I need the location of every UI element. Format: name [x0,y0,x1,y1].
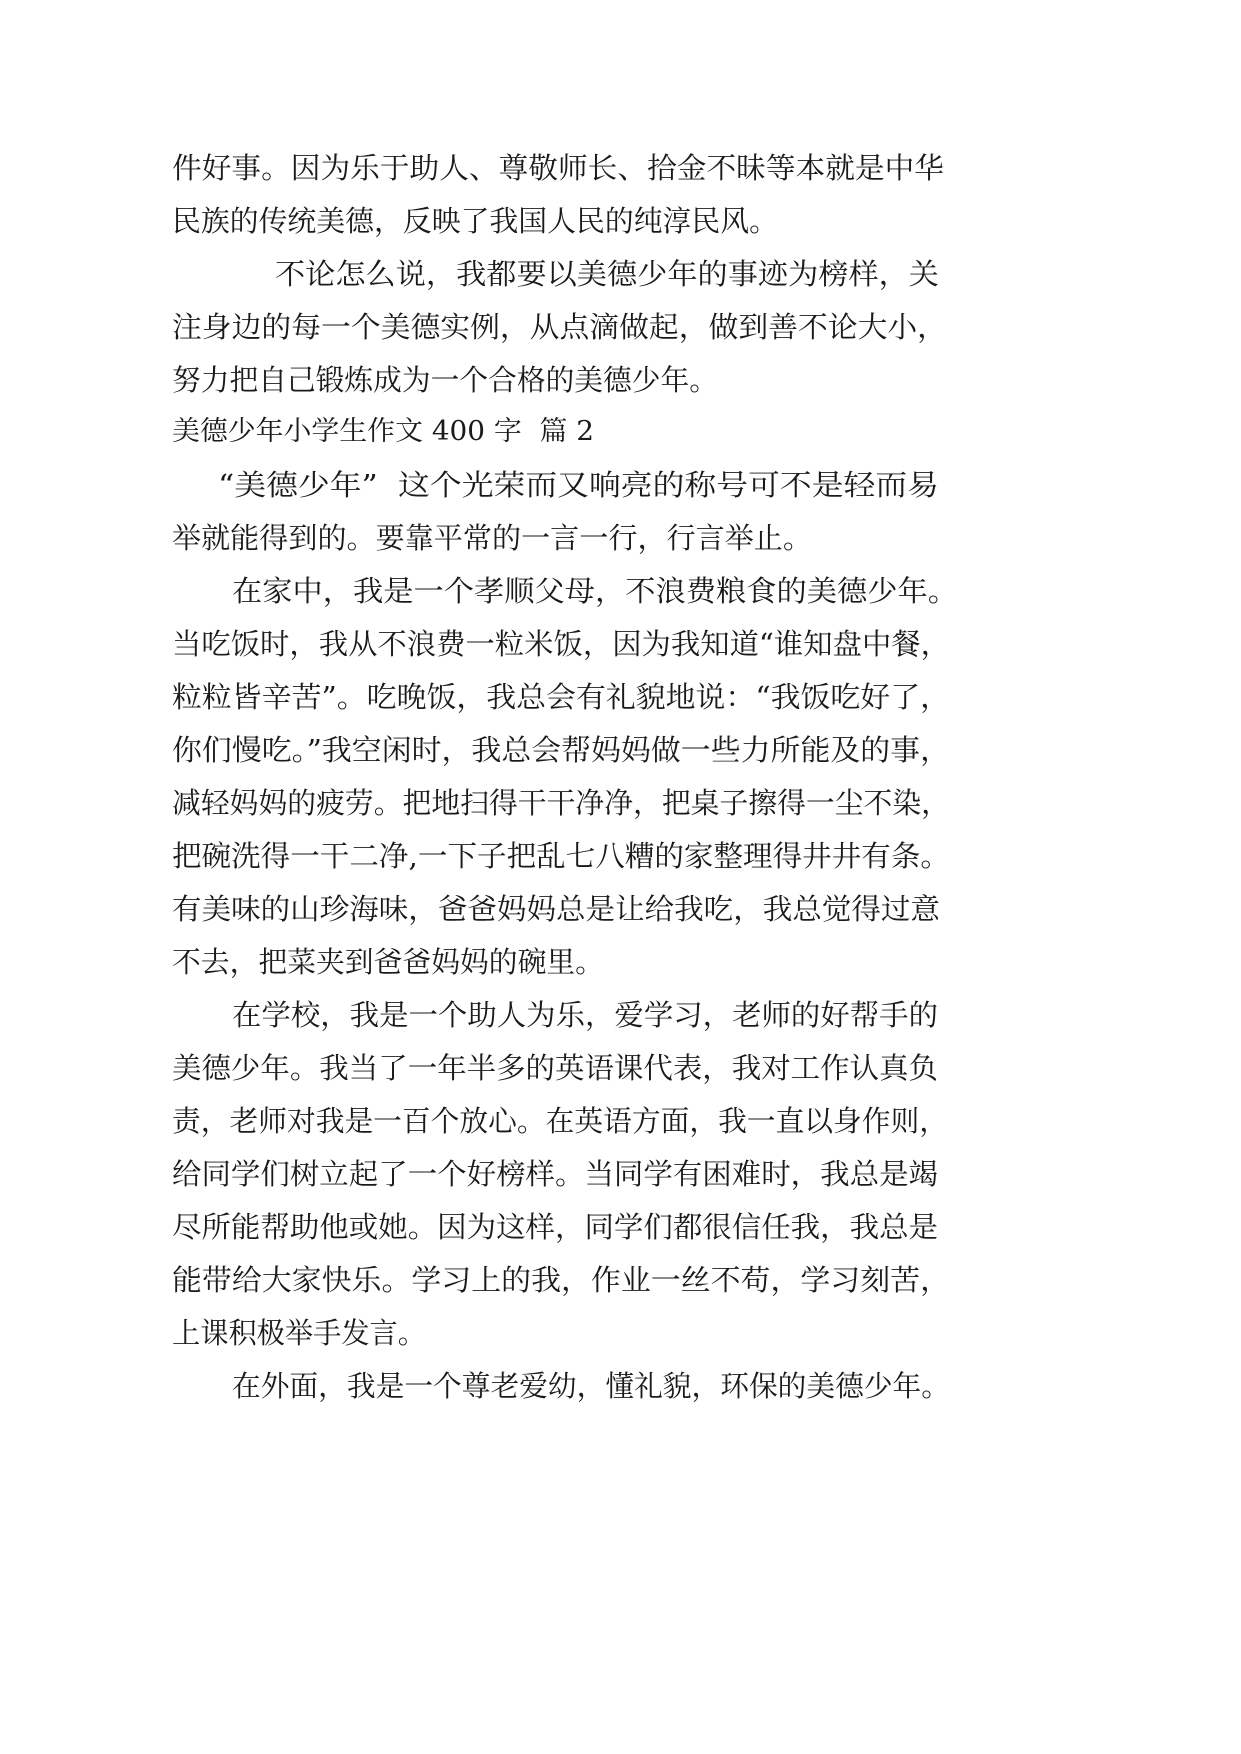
text-line: 举就能得到的。要靠平常的一言一行，行言举止。 [172,521,812,555]
text-line: 有美味的山珍海味，爸爸妈妈总是让给我吃，我总觉得过意 [172,892,941,926]
text-line: 上课积极举手发言。 [172,1316,426,1350]
text-line: 美德少年。我当了一年半多的英语课代表，我对工作认真负 [172,1051,938,1085]
text-line: 给同学们树立起了一个好榜样。当同学有困难时，我总是竭 [172,1157,938,1191]
text-line: 在外面，我是一个尊老爱幼，懂礼貌，环保的美德少年。 [232,1369,950,1403]
section-heading: 美德少年小学生作文 400 字 篇 2 [172,416,594,447]
text-line: 当吃饭时，我从不浪费一粒米饭，因为我知道“谁知盘中餐， [172,627,950,661]
text-line: 不去，把菜夹到爸爸妈妈的碗里。 [172,945,604,979]
text-line: 努力把自己锻炼成为一个合格的美德少年。 [172,363,718,397]
text-line: 在家中，我是一个孝顺父母，不浪费粮食的美德少年。 [232,574,958,608]
text-line: 尽所能帮助他或她。因为这样，同学们都很信任我，我总是 [172,1210,938,1244]
text-line: 责，老师对我是一百个放心。在英语方面，我一直以身作则， [172,1104,948,1138]
text-line: 把碗洗得一干二净,一下子把乱七八糟的家整理得井井有条。 [172,839,950,873]
text-line: 粒粒皆辛苦”。吃晚饭，我总会有礼貌地说：“我饭吃好了， [172,680,950,714]
text-line: 能带给大家快乐。学习上的我，作业一丝不苟，学习刻苦， [172,1263,950,1297]
text-line: 注身边的每一个美德实例，从点滴做起，做到善不论大小， [172,310,947,344]
text-line: 在学校，我是一个助人为乐，爱学习，老师的好帮手的 [232,998,938,1032]
text-line: 不论怎么说，我都要以美德少年的事迹为榜样，关 [275,257,939,291]
text-line: 减轻妈妈的疲劳。把地扫得干干净净，把桌子擦得一尘不染， [172,786,950,820]
text-line: 民族的传统美德，反映了我国人民的纯淳民风。 [172,204,778,238]
text-line: “美德少年” 这个光荣而又响亮的称号可不是轻而易 [218,468,939,502]
text-line: 件好事。因为乐于助人、尊敬师长、拾金不昧等本就是中华 [172,151,945,185]
text-line: 你们慢吃。”我空闲时，我总会帮妈妈做一些力所能及的事， [172,733,950,767]
